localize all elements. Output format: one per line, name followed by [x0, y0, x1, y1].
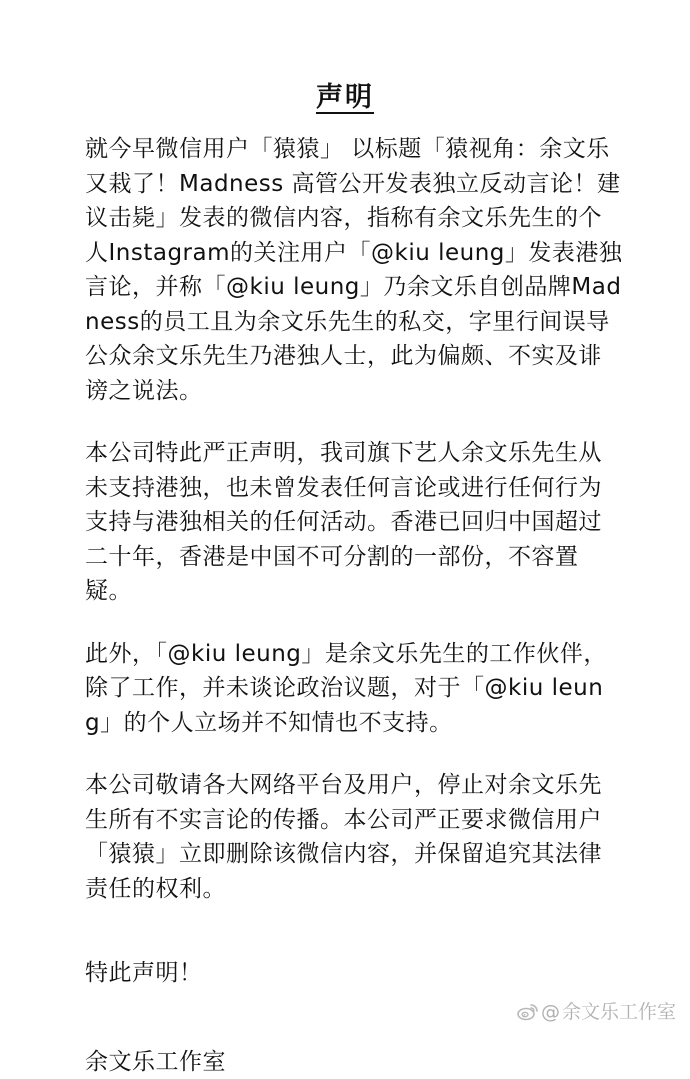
watermark-at: @: [541, 1001, 560, 1023]
weibo-watermark: [517, 1001, 676, 1023]
paragraph-2: 本公司特此严正声明，我司旗下艺人余文乐先生从未支持港独，也未曾发表任何言论或进行任何行为支持与港独相关的任何活动。香港已回归中国超过二十年，香港是中国不可分割的一部份，不容置疑。: [85, 436, 625, 609]
paragraph-1: 就今早微信用户「猿猿」 以标题「猿视角：余文乐又栽了！Madness 高管公开发表独立反动言论！建议击毙」发表的微信内容，指称有余文乐先生的个人Instagram的关注用户「@kiu leung」发表港独言论，并称「@kiu leung」乃余文乐自创品牌Madness的员工且为余文乐先生的私交，字里行间误导公众余文乐先生乃港独人士，此为偏颇、不实及诽谤之说法。: [85, 132, 625, 408]
statement-title: 声明: [0, 80, 690, 116]
weibo-icon: [517, 1003, 539, 1021]
paragraph-4: 本公司敬请各大网络平台及用户，停止对余文乐先生所有不实言论的传播。本公司严正要求微信用户「猿猿」立即删除该微信内容，并保留追究其法律责任的权利。: [85, 768, 625, 906]
statement-body: [85, 132, 625, 1079]
signature: 余文乐工作室: [85, 1045, 625, 1079]
paragraph-3: 此外，「@kiu leung」是余文乐先生的工作伙伴，除了工作，并未谈论政治议题，对于「@kiu leung」的个人立场并不知情也不支持。: [85, 637, 625, 741]
closing-line: 特此声明！: [85, 956, 625, 991]
watermark-name: 余文乐工作室: [562, 1001, 676, 1023]
